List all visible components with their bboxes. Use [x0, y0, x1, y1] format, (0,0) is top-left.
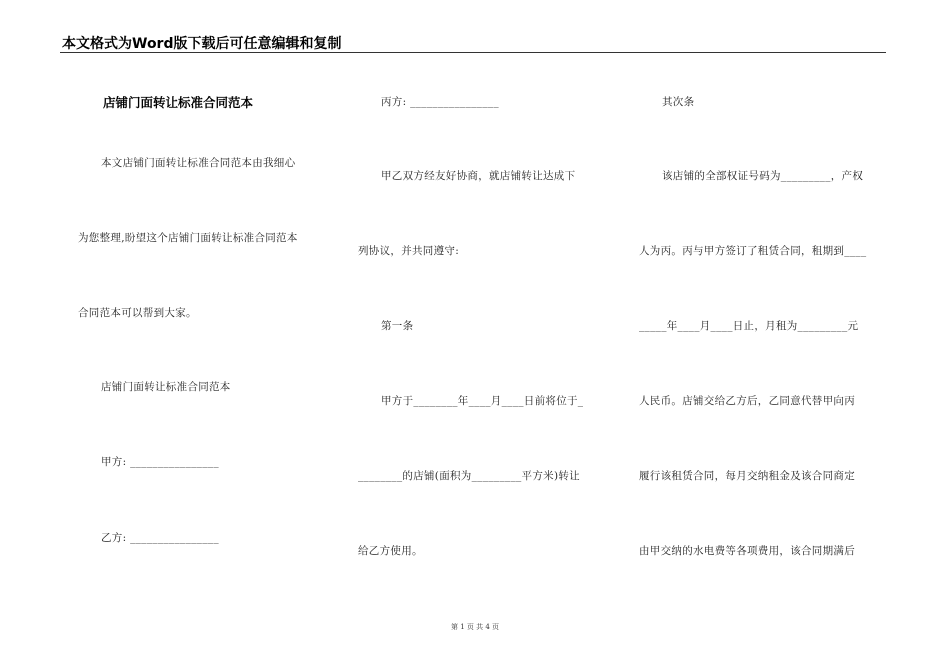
- col2-line: 甲方于________年____月____日前将位于_: [381, 395, 584, 407]
- col3-line: 其次条: [662, 96, 695, 108]
- col2-line: 丙方: ________________: [381, 96, 499, 108]
- col1-line: 店铺门面转让标准合同范本: [101, 381, 231, 393]
- col3-line: _____年____月____日止，月租为_________元: [639, 320, 859, 332]
- col1-line: 本文店铺门面转让标准合同范本由我细心: [101, 157, 296, 169]
- col1-line: 乙方: ________________: [101, 532, 219, 544]
- document-title: 店铺门面转让标准合同范本: [103, 95, 254, 110]
- col1-line: 为您整理,盼望这个店铺门面转让标准合同范本: [78, 232, 298, 244]
- col1-line: 甲方: ________________: [101, 456, 219, 468]
- col2-line: 甲乙双方经友好协商，就店铺转让达成下: [381, 170, 576, 182]
- header-divider: [60, 52, 886, 53]
- col3-line: 履行该租赁合同，每月交纳租金及该合同商定: [639, 470, 855, 482]
- col3-line: 人民币。店铺交给乙方后，乙同意代替甲向丙: [639, 395, 855, 407]
- page-number: 第 1 页 共 4 页: [450, 623, 500, 631]
- col3-line: 人为丙。丙与甲方签订了租赁合同，租期到____: [639, 245, 867, 257]
- col3-line: 该店铺的全部权证号码为_________，产权: [662, 170, 864, 182]
- col2-line: 列协议，并共同遵守:: [358, 245, 460, 257]
- page-header: 本文格式为Word版下载后可任意编辑和复制: [62, 36, 342, 52]
- col3-line: 由甲交纳的水电费等各项费用，该合同期满后: [639, 545, 855, 557]
- col2-line: 给乙方使用。: [358, 545, 423, 557]
- col2-line: ________的店铺(面积为_________平方米)转让: [358, 470, 580, 482]
- col1-line: 合同范本可以帮到大家。: [78, 307, 197, 319]
- col2-line: 第一条: [381, 320, 414, 332]
